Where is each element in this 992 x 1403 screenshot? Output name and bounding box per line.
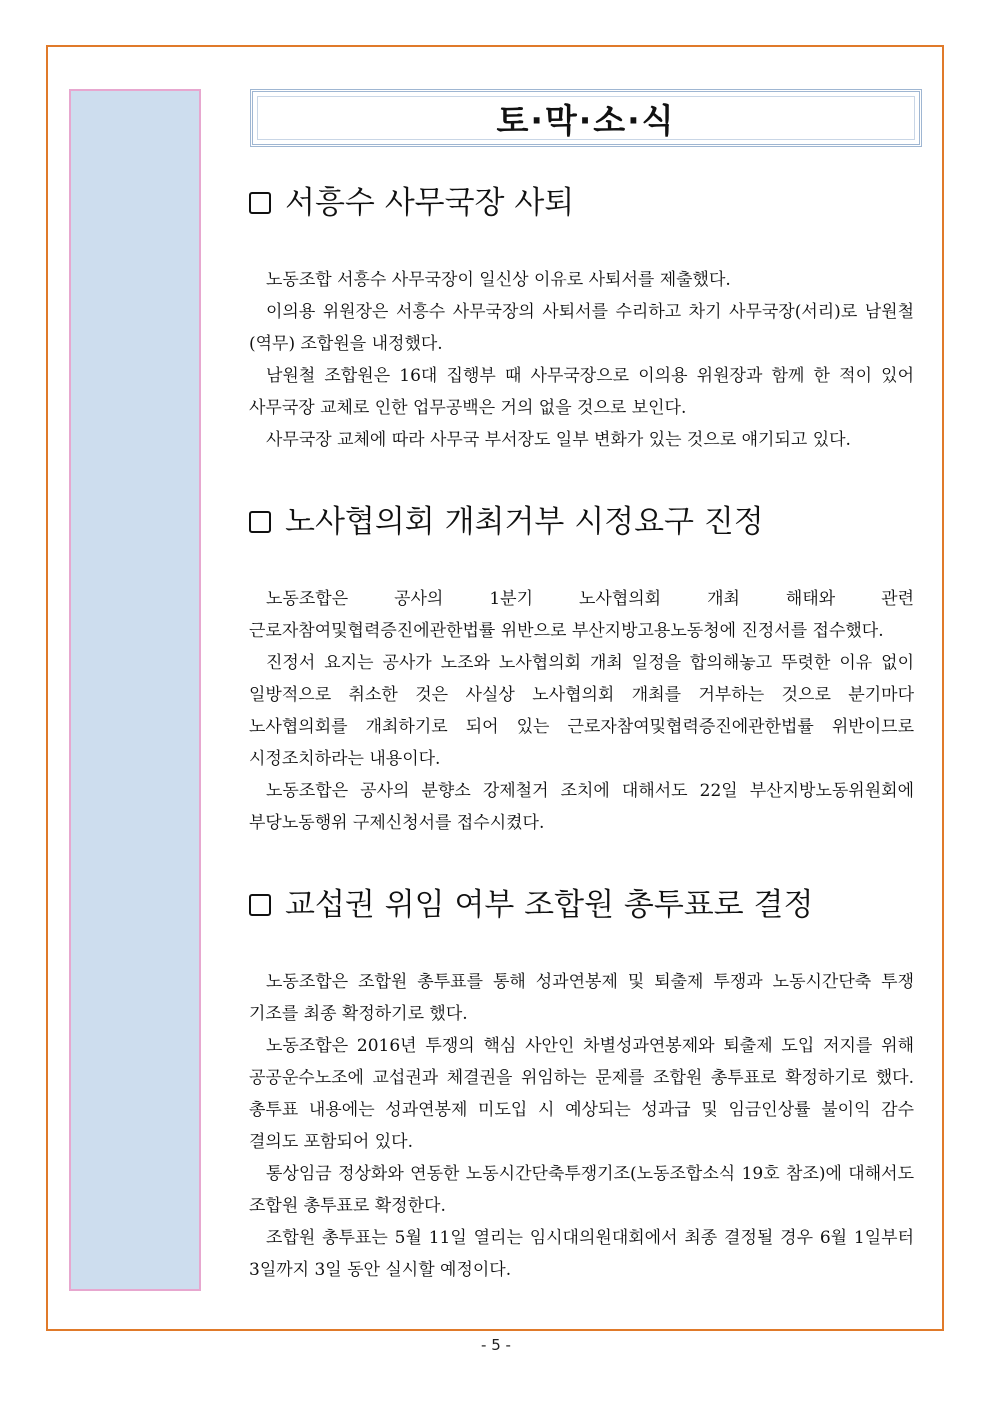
title-box: [250, 89, 922, 147]
paragraph: 사무국장 교체에 따라 사무국 부서장도 일부 변화가 있는 것으로 얘기되고 있다.: [266, 430, 851, 450]
page-title: 토·막·소·식: [496, 100, 676, 140]
section-heading-text: 교섭권 위임 여부 조합원 총투표로 결정: [285, 887, 814, 923]
decorative-side-bar: [69, 89, 201, 1291]
paragraph: 조합원 총투표는 5월 11일 열리는 임시대의원대회에서 최종 결정될 경우 6월 1일부터 3일까지 3일 동안 실시할 예정이다.: [249, 1228, 914, 1280]
checkbox-square-icon: [249, 511, 271, 533]
section-heading-text: 서흥수 사무국장 사퇴: [285, 185, 575, 221]
section-labor-council: [249, 494, 914, 877]
section-heading: [249, 877, 914, 933]
paragraph: 노동조합은 2016년 투쟁의 핵심 사안인 차별성과연봉제와 퇴출제 도입 저지를 위해 공공운수노조에 교섭권과 체결권을 위임하는 문제를 조합원 총투표로 확정하기로 했다. 총투표 내용에는 성과연봉제 미도입 시 예상되는 성과급 및 임금인상률 불이익 감수 결의도 포함되어 있다.: [249, 1036, 914, 1152]
paragraph: 노동조합은 공사의 1분기 노사협의회 개최 해태와 관련 근로자참여및협력증진에관한법률 위반으로 부산지방고용노동청에 진정서를 접수했다.: [249, 589, 914, 641]
paragraph: 노동조합은 공사의 분향소 강제철거 조치에 대해서도 22일 부산지방노동위원회에 부당노동행위 구제신청서를 접수시켰다.: [249, 781, 914, 833]
paragraph: 노동조합은 조합원 총투표를 통해 성과연봉제 및 퇴출제 투쟁과 노동시간단축 투쟁 기조를 최종 확정하기로 했다.: [249, 972, 914, 1024]
checkbox-square-icon: [249, 192, 271, 214]
article-content: [249, 175, 914, 1286]
section-heading-text: 노사협의회 개최거부 시정요구 진정: [285, 504, 764, 540]
section-heading: [249, 494, 914, 550]
checkbox-square-icon: [249, 894, 271, 916]
section-bargaining-vote: [249, 877, 914, 1286]
section-heading: [249, 175, 914, 231]
paragraph: 남원철 조합원은 16대 집행부 때 사무국장으로 이의용 위원장과 함께 한 적이 있어 사무국장 교체로 인한 업무공백은 거의 없을 것으로 보인다.: [249, 366, 914, 418]
page-number: - 5 -: [481, 1336, 511, 1354]
paragraph: 진정서 요지는 공사가 노조와 노사협의회 개최 일정을 합의해놓고 뚜렷한 이유 없이 일방적으로 취소한 것은 사실상 노사협의회 개최를 거부하는 것으로 분기마다 노사협의회를 개최하기로 되어 있는 근로자참여및협력증진에관한법률 위반이므로 시정조치하라는 내용이다.: [249, 653, 914, 769]
paragraph: 이의용 위원장은 서흥수 사무국장의 사퇴서를 수리하고 차기 사무국장(서리)로 남원철(역무) 조합원을 내정했다.: [249, 302, 914, 354]
section-resignation: [249, 175, 914, 494]
paragraph: 통상임금 정상화와 연동한 노동시간단축투쟁기조(노동조합소식 19호 참조)에 대해서도 조합원 총투표로 확정한다.: [249, 1164, 914, 1216]
paragraph: 노동조합 서흥수 사무국장이 일신상 이유로 사퇴서를 제출했다.: [266, 270, 731, 290]
